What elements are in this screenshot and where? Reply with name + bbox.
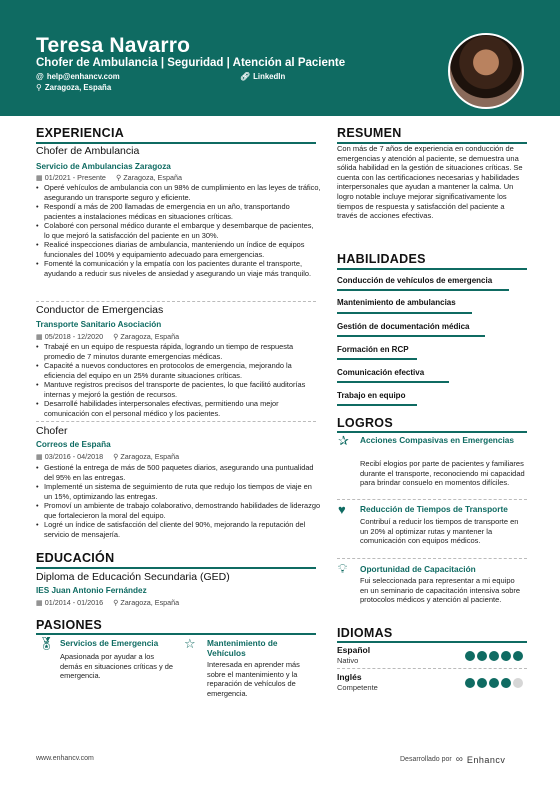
skill-tag: Conducción de vehículos de emergencia — [337, 276, 493, 285]
footer-website[interactable]: www.enhancv.com — [36, 755, 94, 762]
email-contact[interactable] — [36, 72, 120, 81]
language-rating — [465, 678, 523, 688]
list-item: • Operé vehículos de ambulancia con un 98% de cumplimiento en las leyes de tráfico, asegurando un transporte seguro y eficiente. — [36, 183, 321, 202]
job-dates: 01/2021 - Presente — [44, 173, 106, 182]
job-role: Chofer — [36, 425, 68, 437]
skills-rule — [337, 268, 527, 270]
achievement-title: Acciones Compasivas en Emergencias — [360, 435, 515, 445]
achievements-heading: LOGROS — [337, 416, 393, 430]
job-bullets — [36, 463, 321, 539]
achievement-desc: Contribuí a reducir los tiempos de transporte en un 20% al optimizar rutas y mantener la comunicación con equipos médicos. — [360, 517, 519, 546]
location-pin-icon: ⚲ — [113, 598, 119, 607]
achievement-title: Reducción de Tiempos de Transporte — [360, 504, 508, 514]
list-item: • Capacité a nuevos conductores en protocolos de emergencia, mejorando la eficiencia del equipo en un 25% durante situaciones críticas. — [36, 361, 321, 380]
language-name: Inglés — [337, 672, 362, 682]
passions-heading: PASIONES — [36, 618, 103, 632]
job-meta — [36, 452, 179, 461]
rating-dot — [489, 651, 499, 661]
enhancv-logo-icon: ∞ — [455, 754, 463, 765]
rating-dot — [465, 651, 475, 661]
rating-dot — [489, 678, 499, 688]
passion-title: Servicios de Emergencia — [60, 638, 159, 648]
footer-powered: Desarrollado por — [400, 756, 452, 763]
linkedin-contact[interactable] — [240, 72, 285, 81]
languages-rule — [337, 641, 527, 643]
education-dates: 01/2014 - 01/2016 — [44, 598, 104, 607]
job-role: Conductor de Emergencias — [36, 304, 164, 316]
list-item: • Desarrollé habilidades interpersonales efectivas, permitiendo una mejor comunicación con el personal médico y los pacientes. — [36, 399, 321, 418]
skills-heading: HABILIDADES — [337, 252, 426, 266]
star-icon: ☆ — [184, 636, 196, 651]
calendar-icon: ▦ — [36, 332, 43, 341]
summary-text: Con más de 7 años de experiencia en conducción de emergencias y atención al paciente, se demuestra una sólida habilidad en la gestión de situaciones críticas. Se cuenta con las certificaciones necesarias y habilidades interpersonales que ayudan a mantener la calma. Un logro notable incluye mejorar significativamente los tiempos de respuesta y satisfacción del paciente a través de acciones efectivas. — [337, 144, 523, 221]
experience-heading: EXPERIENCIA — [36, 126, 125, 140]
job-dates: 05/2018 - 12/2020 — [44, 332, 104, 341]
rating-dot — [513, 651, 523, 661]
job-bullets — [36, 183, 321, 278]
list-item: • Mantuve registros precisos del transporte de pacientes, lo que facilitó auditorías internas y mejoró la gestión de recursos. — [36, 380, 321, 399]
language-level: Competente — [337, 683, 378, 692]
education-heading: EDUCACIÓN — [36, 551, 115, 565]
list-item: • Implementé un sistema de seguimiento de ruta que redujo los tiempos de viaje en un 15%, optimizando las entregas. — [36, 482, 321, 501]
job-company: Transporte Sanitario Asociación — [36, 320, 162, 329]
experience-rule — [36, 142, 316, 144]
star-icon: ✰ — [338, 433, 349, 448]
heart-icon: ♥ — [338, 502, 346, 517]
location-contact — [36, 83, 111, 92]
divider — [337, 668, 527, 669]
divider — [337, 558, 527, 559]
list-item: • Respondí a más de 200 llamadas de emergencia en un año, transportando pacientes a instalaciones médicas en situaciones críticas. — [36, 202, 321, 221]
divider — [36, 421, 316, 422]
lightbulb-icon: 💡︎ — [338, 561, 348, 576]
skill-tag: Mantenimiento de ambulancias — [337, 298, 456, 307]
calendar-icon: ▦ — [36, 598, 43, 607]
job-dates: 03/2016 - 04/2018 — [44, 452, 104, 461]
header-banner — [0, 0, 560, 116]
calendar-icon: ▦ — [36, 452, 43, 461]
language-rating — [465, 651, 523, 661]
job-location: Zaragoza, España — [120, 332, 180, 341]
summary-heading: RESUMEN — [337, 126, 402, 140]
job-location: Zaragoza, España — [123, 173, 182, 182]
job-bullets — [36, 342, 321, 418]
skill-underline — [337, 381, 449, 383]
languages-heading: IDIOMAS — [337, 626, 393, 640]
language-name: Español — [337, 645, 371, 655]
location-pin-icon: ⚲ — [36, 83, 42, 92]
job-company: Correos de España — [36, 440, 111, 449]
at-icon: @ — [36, 72, 44, 81]
list-item: • Promoví un ambiente de trabajo colaborativo, demostrando habilidades de liderazgo que fortalecieron la moral del equipo. — [36, 501, 321, 520]
education-rule — [36, 567, 316, 569]
list-item: • Colaboré con personal médico durante el embarque y desembarque de pacientes, lo que mejoró la satisfacción del paciente en un 30%. — [36, 221, 321, 240]
location-pin-icon: ⚲ — [115, 173, 122, 182]
rating-dot — [465, 678, 475, 688]
education-location: Zaragoza, España — [120, 598, 180, 607]
list-item: • Realicé inspecciones diarias de ambulancia, manteniendo un índice de equipos funcionales del 100% y equipamiento adecuado para emergencias. — [36, 240, 321, 259]
job-role: Chofer de Ambulancia — [36, 145, 140, 157]
footer-credit[interactable] — [400, 754, 505, 765]
award-icon: 🏅︎ — [38, 636, 55, 651]
passions-rule — [36, 633, 316, 635]
skill-tag: Gestión de documentación médica — [337, 322, 470, 331]
skill-underline — [337, 335, 485, 337]
passion-desc: Apasionada por ayudar a los demás en situaciones críticas y de emergencia. — [60, 652, 173, 681]
skill-underline — [337, 404, 417, 406]
job-location: Zaragoza, España — [120, 452, 180, 461]
skill-underline — [337, 312, 472, 314]
passion-desc: Interesada en aprender más sobre el mantenimiento y la reparación de vehículos de emergencia. — [207, 660, 300, 698]
candidate-name: Teresa Navarro — [36, 34, 191, 57]
job-meta — [36, 173, 182, 182]
skill-tag: Trabajo en equipo — [337, 391, 406, 400]
skill-tag: Comunicación efectiva — [337, 368, 425, 377]
link-icon: 🔗︎ — [240, 72, 251, 81]
list-item: • Logré un índice de satisfacción del cliente del 90%, mejorando la reputación del servicio de mensajería. — [36, 520, 321, 539]
linkedin-text: LinkedIn — [253, 72, 286, 81]
achievement-desc: Fui seleccionada para representar a mi equipo en un seminario de capacitación intensiva sobre protocolos médicos y atención al paciente. — [360, 576, 521, 605]
rating-dot — [477, 651, 487, 661]
education-degree: Diploma de Educación Secundaria (GED) — [36, 571, 230, 583]
rating-dot — [501, 678, 511, 688]
job-company: Servicio de Ambulancias Zaragoza — [36, 162, 171, 171]
candidate-subtitle: Chofer de Ambulancia | Seguridad | Atención al Paciente — [36, 57, 346, 69]
education-school: IES Juan Antonio Fernández — [36, 586, 147, 595]
divider — [36, 301, 316, 302]
email-text: help@enhancv.com — [46, 72, 120, 81]
list-item: • Fomenté la comunicación y la empatía con los pacientes durante el transporte, ayudando a reducir sus niveles de ansiedad y asegurando un viaje más tranquilo. — [36, 259, 321, 278]
achievement-desc: Recibí elogios por parte de pacientes y familiares durante el transporte, reconociendo mi capacidad para brindar consuelo en momentos difíciles. — [360, 459, 525, 488]
achievements-rule — [337, 431, 527, 433]
rating-dot — [501, 651, 511, 661]
divider — [337, 499, 527, 500]
skill-underline — [337, 289, 509, 291]
location-pin-icon: ⚲ — [113, 332, 119, 341]
job-meta — [36, 332, 179, 341]
achievement-title: Oportunidad de Capacitación — [360, 564, 476, 574]
skill-tag: Formación en RCP — [337, 345, 409, 354]
location-pin-icon: ⚲ — [113, 452, 119, 461]
language-level: Nativo — [337, 656, 359, 665]
rating-dot — [477, 678, 487, 688]
education-meta — [36, 598, 179, 607]
rating-dot — [513, 678, 523, 688]
passion-title: Mantenimiento de Vehículos — [207, 638, 278, 658]
skill-underline — [337, 358, 417, 360]
list-item: • Gestioné la entrega de más de 500 paquetes diarios, asegurando una puntualidad del 95% en las entregas. — [36, 463, 321, 482]
calendar-icon: ▦ — [36, 173, 43, 182]
footer-brand: Enhancv — [466, 754, 506, 765]
avatar — [448, 33, 524, 109]
list-item: • Trabajé en un equipo de respuesta rápida, logrando un tiempo de respuesta promedio de 7 minutos durante emergencias médicas. — [36, 342, 321, 361]
location-text: Zaragoza, España — [44, 83, 112, 92]
